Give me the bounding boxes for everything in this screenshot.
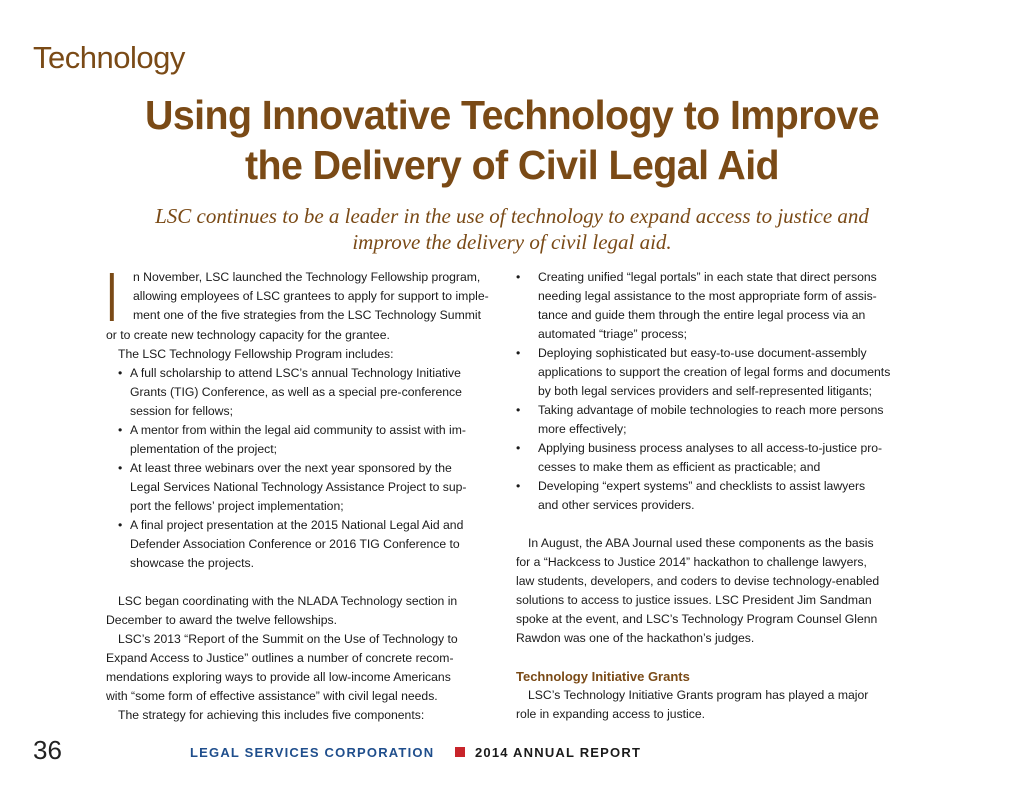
- intro-paragraph: [106, 258, 498, 345]
- text-line: with “some form of effective assistance” with civil legal needs.: [106, 689, 438, 703]
- text-line: Expand Access to Justice” outlines a number of concrete recom-: [106, 651, 454, 665]
- text-line: Deploying sophisticated but easy-to-use document-assembly: [538, 346, 867, 360]
- text-line: Legal Services National Technology Assistance Project to sup-: [130, 480, 467, 494]
- left-column: [106, 258, 498, 725]
- list-item: [516, 439, 906, 477]
- text-line: plementation of the project;: [130, 442, 278, 456]
- text-line: LSC began coordinating with the NLADA Technology section in: [118, 594, 458, 608]
- page-number: 36: [33, 735, 62, 765]
- bullet-icon: •: [516, 270, 521, 284]
- list-item: [516, 401, 906, 439]
- text-line: Creating unified “legal portals” in each state that direct persons: [538, 270, 877, 284]
- list-item: [516, 344, 906, 401]
- bullet-icon: •: [118, 518, 123, 532]
- title-line-1: Using Innovative Technology to Improve: [144, 92, 880, 138]
- bullet-icon: •: [516, 479, 521, 493]
- text-line: for a “Hackcess to Justice 2014” hackathon to challenge lawyers,: [516, 555, 867, 569]
- text-line: or to create new technology capacity for the grantee.: [106, 328, 390, 342]
- text-line: Rawdon was one of the hackathon’s judges.: [516, 631, 755, 645]
- text-line: At least three webinars over the next year sponsored by the: [130, 461, 452, 475]
- text-line: cesses to make them as efficient as practicable; and: [538, 460, 821, 474]
- text-line: Developing “expert systems” and checklists to assist lawyers: [538, 479, 866, 493]
- text-line: LSC’s Technology Initiative Grants program has played a major: [528, 688, 869, 702]
- paragraph: [516, 534, 906, 648]
- paragraph: [106, 592, 498, 630]
- text-line: Defender Association Conference or 2016 TIG Conference to: [130, 537, 460, 551]
- text-line: solutions to access to justice issues. LSC President Jim Sandman: [516, 593, 872, 607]
- page-subtitle: [80, 203, 944, 255]
- bullet-icon: •: [118, 461, 123, 475]
- title-line-2: the Delivery of Civil Legal Aid: [244, 142, 780, 188]
- spacer: [516, 648, 906, 667]
- spacer: [106, 573, 498, 592]
- text-line: Applying business process analyses to all access-to-justice pro-: [538, 441, 883, 455]
- paragraph: [106, 630, 498, 706]
- page-title: [59, 90, 965, 190]
- text-line: and other services providers.: [538, 498, 695, 512]
- bullet-icon: •: [516, 441, 521, 455]
- subtitle-line-2: improve the delivery of civil legal aid.: [352, 230, 672, 254]
- right-column: [516, 268, 906, 724]
- list-item: [106, 421, 498, 459]
- text-line: Grants (TIG) Conference, as well as a special pre-conference: [130, 385, 462, 399]
- text-line: n November, LSC launched the Technology Fellowship program,: [133, 270, 481, 284]
- text-line: Taking advantage of mobile technologies to reach more persons: [538, 403, 884, 417]
- text-line: spoke at the event, and LSC’s Technology Program Counsel Glenn: [516, 612, 878, 626]
- paragraph: [516, 686, 906, 724]
- footer-organization: LEGAL SERVICES CORPORATION: [190, 745, 435, 760]
- list-item: [516, 477, 906, 515]
- text-line: In August, the ABA Journal used these components as the basis: [528, 536, 874, 550]
- list-item: [106, 516, 498, 573]
- text-line: port the fellows’ project implementation;: [130, 499, 344, 513]
- list-item: [106, 459, 498, 516]
- section-label: Technology: [33, 40, 185, 75]
- text-line: A final project presentation at the 2015 National Legal Aid and: [130, 518, 464, 532]
- spacer: [516, 515, 906, 534]
- text-line: A mentor from within the legal aid community to assist with im-: [130, 423, 466, 437]
- footer-square-icon: [455, 747, 465, 757]
- text-line: session for fellows;: [130, 404, 233, 418]
- bullet-icon: •: [118, 423, 123, 437]
- text-line: A full scholarship to attend LSC’s annual Technology Initiative: [130, 366, 461, 380]
- text-line: law students, developers, and coders to devise technology-enabled: [516, 574, 880, 588]
- text-line: more effectively;: [538, 422, 627, 436]
- bullet-icon: •: [118, 366, 123, 380]
- text-line: showcase the projects.: [130, 556, 254, 570]
- drop-cap: I: [106, 258, 118, 336]
- section-subheading: Technology Initiative Grants: [516, 669, 690, 684]
- text-line: December to award the twelve fellowships.: [106, 613, 337, 627]
- bullet-icon: •: [516, 346, 521, 360]
- text-line: The LSC Technology Fellowship Program includes:: [118, 347, 394, 361]
- text-line: ment one of the five strategies from the LSC Technology Summit: [133, 308, 481, 322]
- list-item: [516, 268, 906, 344]
- text-line: automated “triage” process;: [538, 327, 688, 341]
- list-item: [106, 364, 498, 421]
- bullet-icon: •: [516, 403, 521, 417]
- text-line: applications to support the creation of legal forms and documents: [538, 365, 891, 379]
- text-line: LSC’s 2013 “Report of the Summit on the Use of Technology to: [118, 632, 458, 646]
- text-line: The strategy for achieving this includes five components:: [118, 708, 425, 722]
- subtitle-line-1: LSC continues to be a leader in the use of technology to expand access to justice and: [155, 204, 869, 228]
- text-line: needing legal assistance to the most appropriate form of assis-: [538, 289, 877, 303]
- footer-report-title: 2014 ANNUAL REPORT: [475, 745, 642, 760]
- text-line: by both legal services providers and self-represented litigants;: [538, 384, 872, 398]
- text-line: tance and guide them through the entire legal process via an: [538, 308, 866, 322]
- text-line: role in expanding access to justice.: [516, 707, 706, 721]
- text-line: mendations exploring ways to provide all low-income Americans: [106, 670, 451, 684]
- text-line: allowing employees of LSC grantees to apply for support to imple-: [133, 289, 489, 303]
